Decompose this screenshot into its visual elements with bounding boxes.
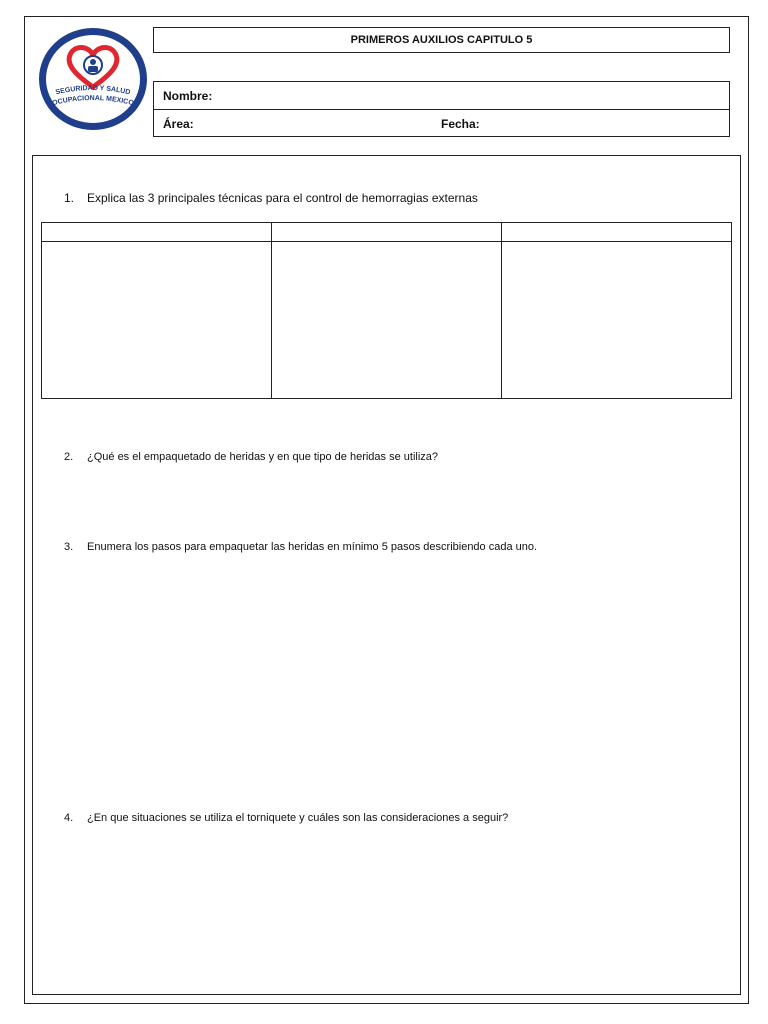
nombre-label: Nombre: — [163, 89, 213, 103]
fecha-label: Fecha: — [441, 117, 480, 131]
area-fecha-row[interactable] — [154, 110, 729, 138]
answer-table[interactable] — [41, 222, 732, 399]
question-4-number: 4. — [64, 812, 74, 824]
question-2-text: ¿Qué es el empaquetado de heridas y en que tipo de heridas se utiliza? — [87, 451, 439, 463]
question-3-number: 3. — [64, 541, 74, 553]
answer-table-divider — [271, 223, 272, 398]
area-label: Área: — [163, 117, 194, 131]
question-4-text: ¿En que situaciones se utiliza el torniquete y cuáles son las consideraciones a seguir? — [87, 812, 509, 824]
question-2-number: 2. — [64, 451, 74, 463]
student-info-box — [153, 81, 730, 137]
nombre-row[interactable] — [154, 82, 729, 110]
company-logo — [36, 25, 150, 133]
question-3-text: Enumera los pasos para empaquetar las heridas en mínimo 5 pasos describiendo cada uno. — [87, 541, 538, 553]
logo-text-line1: SEGURIDAD Y SALUD — [54, 84, 131, 97]
logo-icon — [36, 25, 150, 133]
question-1-text: Explica las 3 principales técnicas para el control de hemorragias externas — [87, 191, 478, 205]
document-title: PRIMEROS AUXILIOS CAPITULO 5 — [350, 34, 533, 46]
answer-table-divider — [501, 223, 502, 398]
document-title-box — [153, 27, 730, 53]
question-1-number: 1. — [64, 191, 75, 205]
logo-text-line2: OCUPACIONAL MEXICO — [51, 94, 135, 108]
answer-table-header-row — [42, 223, 731, 242]
